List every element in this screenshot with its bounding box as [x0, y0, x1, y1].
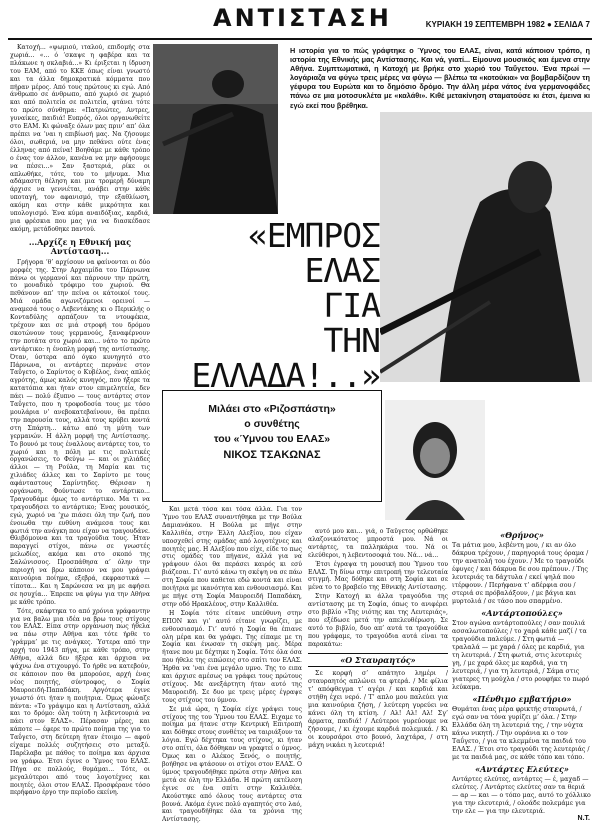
box-line-2: ο συνθέτης	[244, 418, 300, 430]
col3-p1: αυτό μου και... γιά, ο Ταΰγετος ορθώθηκε αλαζονικότατος μπροστά μου. Νά οι αντάρτες, τα παλληκάρια του. Νά οι ελεύθεροι, η λεβεντοσοφιά του. Νά... νά...	[308, 528, 448, 559]
col1-body2: Τότε, σκάφτηκα το από χρόνια γράφαντην για να βαλω μια ιδέα να βρω τους στίχους του ΕΛΑΣ. Είπα στην οργάνωση πως ήθελα να πάω στην Αθήνα και τότε ήρθε το ‘γράμμα’ με τις ανάγκες. Ύστερα από την αρχή του 1943 πήγα, με κάθε τρόπο, στην Αθήνα, αλλά δεν ήξερα και άρχισα να ψάχνω ένα στιχουργό. Το ήρθε να κατεβούν, σε κάποιον που θα μπορούσε, αρχή ένας νέος ποιητής, σύντροφος, ο Σοφία Μαυροειδή-Παπαδάκη. Αργότερα έγινε γνωστό ότι ήταν η ποιήτρια. Όμως φώναζε πάντα: «Το γράψιμο και η Αντίσταση, αλλά και το δρόμο: όλη τούτη η λεβεντουριά να πάει στον ΕΛΑΣ». Πέρασαν μέρες, και κάποτε — έφερε το πρώτο ποίημα της για το Ταΰγετο, στη δεύτερη ήταν έτοιμο — αφού είχαμε πολλές συζητήσεις στο μεταξύ. Παρέλαβα με πάθος το ποίημα και άρχισα να γράφω. Έτσι έγινε ο Ύμνος του ΕΛΑΣ. Πήγα σε πολλούς, θυμάμαι... Τότε, οι μεγαλύτεροι από τους λογοτέχνες και ποιητές, όλοι στον ΕΛΑΣ. Προσφέρανε τόσο περήφανο έργο την περίοδο εκείνη.	[10, 607, 150, 797]
col2-p1: Και μετά τόσα και τόσα άλλα. Για τον Ύμνο του ΕΛΑΣ συναντήθηκα με την Βούλα Δαμιανάκου. Η Βούλα με πήγε στην Καλλιθέα, στην Έλλη Αλεξίου, που είχαν υποσχεθεί στης ομάδας από λογοτέχνες και ποιητές μας. Η Αλεξίου που είχε, είδε το πως στις ομάδες του πήγανε, αλλά για να γράψουν όλοι θα περάσει καιρός κι εσύ βιάζεσαι. Γι’ αυτό κάνω τη σκέψη να σε πάω στη Σοφία που καθεται εδώ κοντά και είναι ποιήτρια με ικανότητα και ενθουσιασμό. Και με πήγε στη Σοφία Μαυροειδή Παπαδάκη, στην οδό Ηρακλέους, στην Καλλιθέα.	[162, 506, 302, 608]
photo-rifleman-small	[153, 44, 278, 214]
headline-line-1: «ΕΜΠΡΟΣ	[247, 216, 380, 255]
col3-p3: Στην Κατοχή κι άλλα τραγούδια της αντίστασης με τη Σοφία, όπως το ανιφέρει στο βιβλίο «Της νιότης και της Λευτεριάς», που εξέδωσε μετά την απελευθέρωση. Σε αυτό το βιβλίο, δυο απ’ αυτά τα τραγούδια που γράφαμε, το τραγούδια αυτά είναι τα παρακάτω:	[308, 593, 448, 648]
col3-p2: Έτσι έγραψα τη μουσική που Ύμνου του ΕΛΑΣ. Τη δίνω στην επιτροπή την τελευταία στιγμή. Μας δόθηκε και στη Σοφία και σε μένα το το βραβείο της Εθνικής Αντίστασης.	[308, 560, 448, 592]
dateline: ΚΥΡΙΑΚΗ 19 ΣΕΠΤΕΜΒΡΗ 1982 ● ΣΕΛΙΔΑ 7	[425, 20, 590, 29]
signature: Ν.Τ.	[577, 815, 590, 822]
page-header	[8, 4, 592, 40]
poem-thrinos-text: Τα μάτια μου, λεβέντη μου, / κι αν όλο δάκρυα τρέχουν, / παρηγοριά τους όραμα / την ανατολή του έχουν. / Με το τραγούδι έφυγες / και δάκρυα δε σου πρέπουν. / Της λευτεριάς τα δάχτυλα / εκεί ψηλά που ιτέρφουν. / Περήφανα τ’ αδέρφια σου / στεριά σε πρόβαλάξουν, / με βάγια και μυρτολιά / σε τάσο που σπαρμένο.	[452, 542, 589, 605]
intro-text: Η ιστορία για το πώς γράφτηκε ο Ύμνος του ΕΛΑΣ, είναι, κατά κάποιον τρόπο, η ιστορία της Εθνικής μας Αντίστασης. Και νά, γιατί... Είμουνα μουσικός και έμενα στην Αθήνα. Συμπτωματικά, η Κατοχή με βρήκε στο χωριό του Ταΰγετου. Ένα πρωί — λογάριαζα να φύγω τρεις μέρες να φύγω — βλέπω τα «κοτούκια» να βομβαρδίζουν τη γέφυρα του Ευρώτα και το δημόσιο δρόμο. Την άλλη μέρα νάτος ένα γερμανοφάδες πάνω σε μια μοτοσυκλέτα με «καλάθι». Κιθέ μετακίνηση σταματούσε κι έτσι, έμεινα κι εγώ εκεί που βρέθηκα.	[290, 46, 590, 110]
poem-stavraetos-title: «Ο Σταυραητός»	[308, 653, 448, 667]
photo-rifleman-small-image	[153, 44, 278, 214]
interview-box	[162, 390, 382, 502]
headline-line-5: ΕΛΛΑΔΑ!..»	[191, 356, 380, 395]
col1-top: Κατοχή... «ψωμιού, ιταλού, επιδομής στα χωριά... «... ό ‘σκαψε η φαβέρα και τα πλάκωνε η σκλαβιά...» Κι έριξεται η ίδρυση του ΕΑΜ, από το ΚΚΕ όπως είναι γνωστό και τα άλλα δημοκρατικά κόμματα που πήραν μέρος. Από τους πρώτους κι εγώ. Από άνθρωπο σε άνθρωπο, από χωριό σε χωριό και από πολιτεία σε πολιτεία, φτάνει τότε το πρώτο σύνθημα: «Πατριώτες, Αντρες, γυναίκες, παιδιά! Ευπρός, όλοι οργανωθείτε στο ΕΑΜ. Κι φώναξε όλων μας πριν’ απ’ όλα πρέπει να ‘ναι η επιβίωσή μας. Να ζήσουμε όλοι, σωθεριά, να μην πεθάνει ούτε ένας έλληνας από πείνα! Βοηθάμε με κάθε τρόπο ο ένας τον άλλον, κανένα να μην αφήσουμε να πέσει...» Σαν ξαστεριά, ρίκε οι απλωθήκε, τότε, του το μήνυμα. Μια αδάμαστη θέληση και μια τρομερή δύναμη άρχισε να γεννιέται, ανάβει στην κάθε υποταγή, τον αφανισμό, την εξαθλίωση, ακόμη και στην κάθε μικρότητα και υπολογισμό. Ένα κύμα αναιδόξιας, καρδιά, μια φρέσκια που μας για να διασκέδασε ακόμη, μετάδοθηκε παντού.	[10, 44, 150, 233]
poem-antartopoules-text: Στον αγώνα αντάρτοπούλες / σαν πουλιά ασσαλωτοπούλες / το χαρά κάθε μαζί / τα τραγούδια παλεύμε. / Στη φωτιά — τραλαλά — με χαρά / όλες με καρδιά, για τη λευτεριά. / Στη φωτιά, στις λευτεριές γη, / με χαρά όλες με καρδιά, για τη λευτεριά, / για τη λευτεριά, / Σάμα στις γιατερες τη μούχλα / στο ρουφήκε το πωρό λεύκαμα.	[452, 620, 590, 691]
column-1	[10, 44, 150, 824]
poem-antartopoules-title: «Αντάρτοπούλες»	[481, 608, 563, 618]
photo-guerrilla-large	[380, 112, 592, 382]
col2-p3: Σε μιά ώρα, η Σοφία είχε γράψει τους στίχους της του Ύμνου του ΕΛΑΣ. Ειχαμε το ποίημα μα ήτανε στην Κεντρική Επιτροπή και δόθηκε στους συνθέτες να ταιριάξουν τα λόγια. Εγώ δέχτηκα τους στίχους, κι ήταν στο σπίτι, όλα δόθηκαν να γραφτεί ο ύμνος. Όμως και ο Αλέκος Ξενός, ο ποιητής, βοήθησε να φτάσουν οι στίχοι στον ΕΛΑΣ. Ο ύμνος τραγουδήθηκε πρώτα στην Αθήνα και μετά σε όλη την Ελλάδα. Η πρώτη εκτέλεση έγινε σε ένα σπίτι στην Καλλιθέα. Ακούστηκε από όλους τους αντάρτες στα βουνά. Ακόμα έγινε πολύ αγαπητός στο λαό, και τραγουδήθηκε όλα τα χρόνια της Αντίστασης.	[162, 705, 302, 824]
box-line-3: του «Ύμνου του ΕΛΑΣ»	[213, 433, 331, 445]
poem-penthimo-title: «Πένθιμο εμβατήριο»	[472, 694, 572, 704]
col1-subhead: ...Αρχίζε η Εθνική μας Αντίσταση...	[28, 236, 132, 256]
column-3	[308, 528, 448, 824]
poem-antartes-title: «Αντάρτες Ελεύτες»	[475, 764, 569, 774]
poem-antartes-text: Αντάρτες ελεύτες, αντάρτες — έ, μαχαδ — ελεύτες. / Αντάρτες ελεύτες σαν τα θεριά — αρ — και — ο τόπο μας, αυτό το χόλλικο για την ελευτεριά, / ολοάδε πολεμάμε για την ελε — για την ελευτεριά.	[452, 776, 591, 815]
col1-body: Γρήγορα ‘θ’ αρχίσουν να φαίνονται οι δύο μορφές της. Στην Αρχαιμίδα του Πάρνωνα πάνω οι γερμανοί και πάρνουν την πρώτη, το μοναδικό τρόφιμο του χωριού. Θα πεθάνουν απ’ την πείνα οι κάτοικοί τους. Μιά ομάδα αγωνιζόμενοι ορεινοί — αναμεσά τους ο Λεβεντάκης κι ο Περικλής ο Κονταδύλης αρπάζουν τα ντουφέκια, τρέχουν και σε μιά στροφή του δρόμου σκοτώνουν τους γερμανούς, ξαναφέρνουν την ποτάτα στο χωριό και... νάτο το πρώτο αντάρτικο: η ένοπλη μορφή της αντίστασης. Όταν, ύστερα από όγκο κυνηγητό στο Πάρνωνα, οι αντάρτες περνάνε στον Ταΰγετο, ο Σαρίντος ο Κυβέλος, ένας απλός αγρότης, άμως καλός κυνηγός, που ήξερε τα κατατόπια και ήταν στον επιμελητεία, δεν πάει — πολύ έξυπνο — τους αντάρτες στον Ταΰγετο, που η τροφοδοσία τους με τόσο μουλάρια ν’ ανεβοκατεβαίνουν, θα πρέπει την παρουσία τους, αλλά τους κρύβει κοντά στη Σπάρτη... κάτω από τη μύτη των γερμανών. Η άλλη μορφή της Αντίστασης. Το βουνό με τους έναλλους αντάρτες του, το χωριό και η πόλη με τις πολιτικές οργανώσεις, το Φεύγω — και οι χιλιάδες άλλοι — τη Ρούλα, τη Μαρία και τις χιλιάδες άλλες και το Σαρίντο με τους αφάνταστους Σαρίντηδες. Θέρισαν η οργάνωση. Φούντωσε το αντάρτικο... Τραγουδάμε όμως το αντάρτικο. Μα τι να τραγουδήσει το αντάρτικο; Ένας μουσικός, εγώ, χωριό να ‘χω πιάσει όλη την ζωή, που ένοιωθα την ευθύνη ανάμεσα τους και φωτιά την ανάγκη που είχαν να τραγουδάνε. Θλιβόμουνα και τα τραγούδια τους. Ήταν παραγγεί στίχοι, πάνω σε γνωστές μελωδίες, ακόμα και στο σκοπό της Σαλώνισσος. Προσπάθησα α’ όλην την περιοχή να βρω κάποιον να μου γράψει καινούρια ποίημα, εξεβρά, εκφραστικά — τίποτα... Και η Σαρώνεσα να μη με αφήσει σε ησυχία... Έπρεπε να φύγω για την Αθήνα με κάθε τρόπο.	[10, 258, 150, 606]
column-4-poems	[452, 528, 592, 820]
poem-thrinos-title: «Θρήνος»	[500, 530, 544, 540]
box-line-1: Μιλάει στο «Ριζοσπάστη»	[208, 403, 336, 415]
headline-line-4: ΤΗΝ	[323, 321, 380, 360]
photo-composer-portrait	[385, 400, 485, 520]
poem-stavraetos	[308, 650, 448, 750]
poem-penthimo-text: Θυμάται ένας μέρα φρικτής σταυρωτά, / εγώ σαν να τόνα γυρίζει μ’ όλα. / Στην Ελλάδα όλη τη λευτεριά της, / την νύχτα κάνω νικητή. / Την ουράνια κι ο τον Ταΰγετο, / για τα κλεμμένα τα παιδιά του ΕΛΑΣ. / Έτσι στο τραγούδι της λευτεριάς / με τα παιδιά μας, σε κάθε τόπο και τόπο.	[452, 706, 590, 761]
photo-guerrilla-large-image	[380, 112, 592, 382]
col2-p2: Η Σοφία τότε είτανε υπεύθυνη στην ΕΠΟΝ και γι’ αυτό είτανε γνωρίζει, με ενθουσιασμό. Γι’ αυτό η Σοφία θα έπιανε ολη μέρα και θα γράφει. Της είπαμε με τη Σοφία και ένωσαν τη σκέψη μας. Μέρα ήτανε που με δέχτηκε η Σοφία. Τότε όλα όσα που ήθελε της ειπώσεις στο σπίτι τον ΕΛΑΣ. Ήρθα να ‘ναι ένα μεγάλο υμνο. Της το ειπα και άρχισε αμέσως να γράφει τους πρώτους στίχους. Με ανεξάρτητη ήταν αυτό της Μαυροειδή. Σε δυο με τρεις μέρες έγραψε τους στίχους του ύμνου.	[162, 609, 302, 704]
column-2	[162, 506, 302, 826]
masthead: ΑΝΤΙΣΤΑΣΗ	[213, 4, 392, 32]
box-line-4: ΝΙΚΟΣ ΤΣΑΚΩΝΑΣ	[223, 449, 321, 461]
headline	[180, 218, 380, 393]
poem-stavraetos-text: Σε κορφή σ’ απάτητο λημέρι / σταυραητός απλώνει τα φτερά. / Με φίλια τ’ απόφθεγμα τ’ αγέρι / και καρδιά και στήθη έχει νερό. / Τ’ απλο μου παλεύει για μια καινούρια ζήση, / λεύτερη γυρεύει να κάνει όλη τη κτίση. / Αλ! Αλ! Αλ! Σγ’ άρματα, παιδιά! / Λεύτεροι γυρεύουμε να ζήσουμε, / κι έχουμε καρδιά πολεμικά. / Κι οι κουρσάροι στο βουνό, λαχτάρα, / στη μάχη νικάει η λευτεριά!	[308, 669, 448, 749]
headline-line-3: ΓΙΑ	[323, 286, 380, 325]
headline-line-2: ΕΛΑΣ	[304, 251, 380, 290]
photo-composer-portrait-image	[385, 400, 485, 520]
